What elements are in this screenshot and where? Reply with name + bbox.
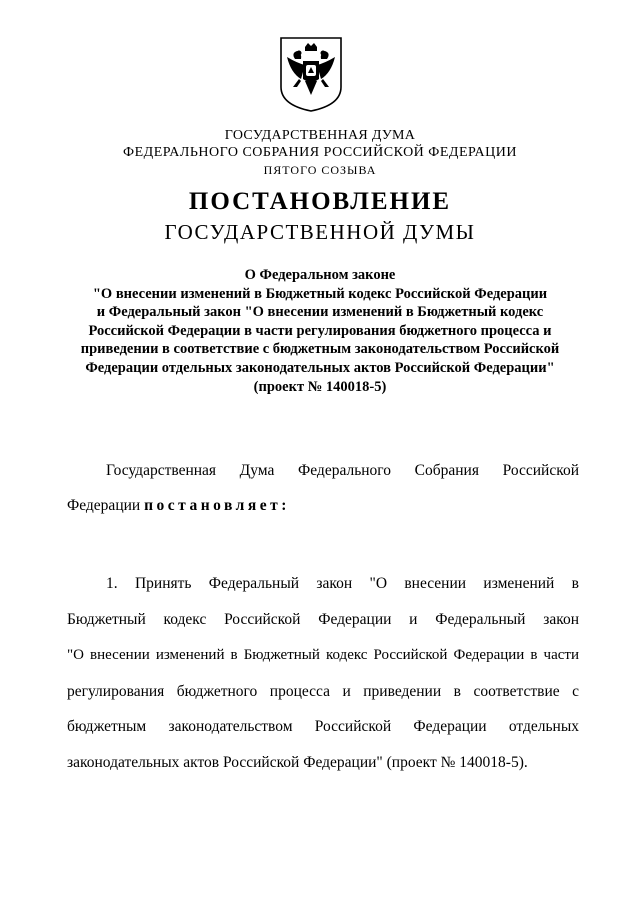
preamble-text: Государственная Дума Федерального Собрания Российской bbox=[106, 462, 579, 479]
law-title-line: и Федеральный закон "О внесении изменений в Бюджетный кодекс bbox=[96, 304, 544, 321]
item-1-line bbox=[106, 575, 579, 593]
law-title-line: О Федеральном законе bbox=[244, 267, 396, 283]
item-1-line bbox=[67, 754, 579, 772]
item-1-line bbox=[67, 718, 579, 736]
item-1-text: законодательных актов Российской Федерации" (проект № 140018-5). bbox=[67, 754, 528, 771]
header-line-2: ФЕДЕРАЛЬНОГО СОБРАНИЯ РОССИЙСКОЙ ФЕДЕРАЦИИ bbox=[123, 145, 517, 160]
item-1-text: 1. Принять Федеральный закон "О внесении изменений в bbox=[106, 575, 579, 592]
law-title-line: "О внесении изменений в Бюджетный кодекс Российской Федерации bbox=[92, 285, 548, 302]
resolves-word: постановляет: bbox=[144, 497, 290, 514]
item-1-line bbox=[67, 611, 579, 629]
document-subtitle: ГОСУДАРСТВЕННОЙ ДУМЫ bbox=[164, 220, 476, 244]
preamble-line-1 bbox=[106, 462, 579, 480]
law-title bbox=[0, 266, 640, 396]
preamble-line-2 bbox=[67, 497, 579, 515]
state-emblem bbox=[277, 35, 345, 113]
item-1-line bbox=[67, 683, 579, 701]
item-1-text: регулирования бюджетного процесса и приведении в соответствие с bbox=[67, 683, 579, 700]
double-headed-eagle-icon bbox=[277, 35, 345, 113]
law-title-line: Российской Федерации в части регулирования бюджетного процесса и bbox=[88, 322, 552, 339]
document-title: ПОСТАНОВЛЕНИЕ bbox=[188, 188, 452, 215]
item-1-text: бюджетным законодательством Российской Федерации отдельных bbox=[67, 718, 579, 735]
law-title-line: (проект № 140018-5) bbox=[253, 378, 387, 395]
item-1-text: "О внесении изменений в Бюджетный кодекс Российской Федерации в части bbox=[67, 647, 579, 663]
law-title-line: приведении в соответствие с бюджетным законодательством Российской bbox=[80, 341, 560, 358]
header-line-3: ПЯТОГО СОЗЫВА bbox=[263, 163, 377, 177]
item-1-text: Бюджетный кодекс Российской Федерации и Федеральный закон bbox=[67, 611, 579, 628]
preamble-text: Федерации bbox=[67, 497, 145, 514]
law-title-line: Федерации отдельных законодательных актов Российской Федерации" bbox=[85, 359, 555, 376]
header-line-1: ГОСУДАРСТВЕННАЯ ДУМА bbox=[224, 128, 416, 143]
item-1-line bbox=[67, 647, 579, 664]
